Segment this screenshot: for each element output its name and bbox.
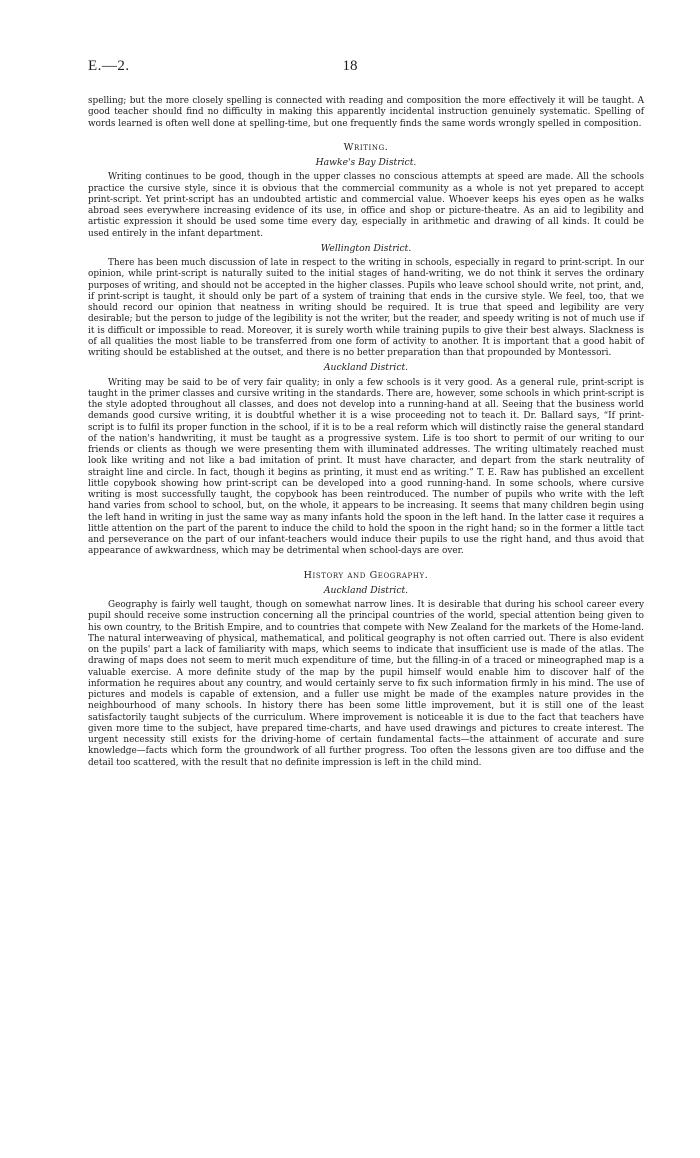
- district-heading-auckland: Auckland District.: [323, 362, 409, 374]
- district-heading-hawkes-bay: Hawke's Bay District.: [315, 157, 417, 168]
- paragraph-wellington-writing: There has been much discussion of late in respect to the writing in schools, especially in regard to print-script. In our opinion, while print-script is naturally suited to the initial stages of hand-writing, we do not think it serves the ordinary purposes of writing, and should not be accepted in the higher classes. Pupils who leave school should write, not print, and, if print-script is taught, it should only be part of a system of training that ends in the cursive style. We feel, too, that we should record our opinion that neatness in writing should be required. It is true that speed and legibility are very desirable; but the person to judge of the legibility is not the writer, but the reader, and speedy writing is not of much use if it is difficult or impossible to read. Moreover, it is surely worth while training pupils to give their best always. Slackness is of all qualities the most liable to be transferred from one form of activity to another. It is important that a good habit of writing should be established at the outset, and there is no better preparation than that propounded by Montessori.: [88, 258, 644, 358]
- section-heading-writing: Writing.: [343, 141, 389, 153]
- report-reference: E.—2.: [88, 58, 130, 74]
- paragraph-hawkes-bay-writing: Writing continues to be good, though in the upper classes no conscious attempts at speed are made. All the schools practice the cursive style, since it is obvious that the commercial community as a whole is not yet prepared to accept print-script. Yet print-script has an undoubted artistic and commercial value. Whoever keeps his eyes open as he walks abroad sees everywhere increasing evidence of its use, in office and shop or picture-theatre. As an aid to legibility and artistic expression it should be used some time every day, especially in arithmetic and drawing of all kinds. It could be used entirely in the infant department.: [88, 172, 644, 239]
- paragraph-auckland-writing: Writing may be said to be of very fair quality; in only a few schools is it very good. As a general rule, print-script is taught in the primer classes and cursive writing in the standards. There are, however, some schools in which print-script is the style adopted throughout all classes, and does not develop into a running-hand at all. Seeing that the business world demands good cursive writing, it is doubtful whether it is a wise proceeding not to teach it. Dr. Ballard says, “If print-script is to fulfil its proper function in the school, if it is to be a real reform which will distinctly raise the general standard of the nation's handwriting, it must be taught as a progressive system. Life is too short to permit of our writing to our friends or clients as though we were presenting them with illuminated addresses. The writing ultimately reached must look like writing and not like a bad imitation of print. It must have character, and depart from the stark neutrality of straight line and circle. In fact, though it begins as printing, it must end as writing.” T. E. Raw has published an excellent little copybook showing how print-script can be developed into a good running-hand. In some schools, where cursive writing is most successfully taught, the copybook has been reintroduced. The number of pupils who write with the left hand varies from school to school, but, on the whole, it appears to be increasing. It seems that many children begin using the left hand in writing in just the same way as many infants hold the spoon in the left hand. In the latter case it requires a little attention on the part of the parent to induce the child to hold the spoon in the right hand; so in the former a little tact and perseverance on the part of our infant-teachers would induce their pupils to use the right hand, and thus avoid that appearance of awkwardness, which may be detrimental when school-days are over.: [88, 377, 644, 557]
- page-number: 18: [342, 58, 358, 74]
- document-body: [88, 96, 644, 769]
- district-heading-wellington: Wellington District.: [320, 242, 412, 254]
- paragraph-auckland-geography: Geography is fairly well taught, though on somewhat narrow lines. It is desirable that during his school career every pupil should receive some instruction concerning all the principal countries of the world, special attention being given to his own country, to the British Empire, and to countries that compete with New Zealand for the markets of the Home-land. The natural interweaving of physical, mathematical, and political geography is not often carried out. There is also evident on the pupils' part a lack of familiarity with maps, which seems to indicate that insufficient use is made of the atlas. The drawing of maps does not seem to merit much expenditure of time, but the filling-in of a traced or mineographed map is a valuable exercise. A more definite study of the map by the pupil himself would enable him to discover half of the information he requires about any country, and would certainly serve to fix such information firmly in his mind. The use of pictures and models is capable of extension, and a fuller use might be made of the examples nature provides in the neighbourhood of many schools. In history there has been some little improvement, but it is still one of the least satisfactorily taught subjects of the curriculum. Where improvement is noticeable it is due to the fact that teachers have given more time to the subject, have prepared time-charts, and have used drawings and pictures to create interest. The urgent necessity still exists for the driving-home of certain fundamental facts—the attainment of accurate and sure knowledge—facts which form the groundwork of all further progress. Too often the lessons given are too diffuse and the detail too scattered, with the result that no definite impression is left in the child mind.: [88, 600, 644, 768]
- section-heading-history-geography: History and Geography.: [303, 569, 429, 581]
- district-heading-auckland-history: Auckland District.: [323, 584, 409, 596]
- paragraph-continued: spelling; but the more closely spelling is connected with reading and composition the more effectively it will be taught. A good teacher should find no difficulty in making this apparently incidental instruction genuinely systematic. Spelling of words learned is often well done at spelling-time, but one frequently finds the same words wrongly spelled in composition.: [88, 96, 644, 129]
